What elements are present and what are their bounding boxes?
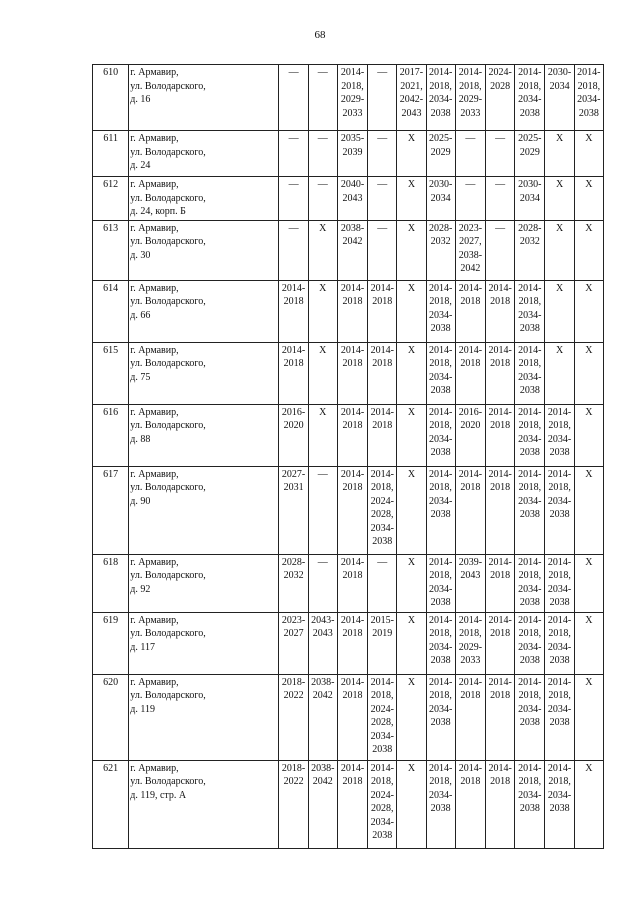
period-cell: — bbox=[308, 177, 337, 221]
period-cell: — bbox=[279, 177, 308, 221]
period-cell: 2014- 2018 bbox=[486, 674, 515, 760]
period-cell: 2025- 2029 bbox=[426, 131, 455, 177]
table-row bbox=[93, 404, 604, 466]
period-cell: 2027- 2031 bbox=[279, 466, 308, 554]
period-cell: — bbox=[486, 220, 515, 280]
period-cell: 2014- 2018 bbox=[279, 280, 308, 342]
period-cell: — bbox=[368, 554, 397, 612]
period-cell: 2039- 2043 bbox=[455, 554, 485, 612]
period-cell: X bbox=[397, 177, 426, 221]
address-cell: г. Армавир, ул. Володарского, д. 16 bbox=[129, 65, 279, 131]
period-cell: 2014- 2018, 2034- 2038 bbox=[515, 612, 545, 674]
period-cell: 2014- 2018, 2034- 2038 bbox=[426, 65, 455, 131]
period-cell: 2028- 2032 bbox=[279, 554, 308, 612]
period-cell: — bbox=[368, 177, 397, 221]
period-cell: 2016- 2020 bbox=[279, 404, 308, 466]
period-cell: X bbox=[574, 674, 603, 760]
period-cell: 2014- 2018 bbox=[455, 280, 485, 342]
period-cell: 2014- 2018, 2034- 2038 bbox=[426, 404, 455, 466]
address-cell: г. Армавир, ул. Володарского, д. 66 bbox=[129, 280, 279, 342]
period-cell: 2014- 2018 bbox=[368, 342, 397, 404]
period-cell: 2014- 2018 bbox=[337, 674, 367, 760]
table-body bbox=[93, 65, 604, 849]
period-cell: X bbox=[308, 342, 337, 404]
row-number: 610 bbox=[93, 65, 129, 131]
period-cell: X bbox=[574, 554, 603, 612]
period-cell: X bbox=[397, 404, 426, 466]
row-number: 612 bbox=[93, 177, 129, 221]
period-cell: 2014- 2018 bbox=[486, 280, 515, 342]
period-cell: 2014- 2018, 2034- 2038 bbox=[515, 674, 545, 760]
address-cell: г. Армавир, ул. Володарского, д. 75 bbox=[129, 342, 279, 404]
period-cell: 2018- 2022 bbox=[279, 674, 308, 760]
period-cell: 2014- 2018 bbox=[455, 674, 485, 760]
period-cell: 2014- 2018, 2024- 2028, 2034- 2038 bbox=[368, 466, 397, 554]
period-cell: 2023- 2027, 2038- 2042 bbox=[455, 220, 485, 280]
period-cell: X bbox=[574, 404, 603, 466]
period-cell: X bbox=[574, 760, 603, 848]
period-cell: X bbox=[308, 280, 337, 342]
period-cell: 2014- 2018, 2034- 2038 bbox=[515, 404, 545, 466]
period-cell: — bbox=[308, 466, 337, 554]
period-cell: X bbox=[574, 131, 603, 177]
period-cell: — bbox=[368, 131, 397, 177]
period-cell: — bbox=[279, 220, 308, 280]
address-cell: г. Армавир, ул. Володарского, д. 90 bbox=[129, 466, 279, 554]
row-number: 613 bbox=[93, 220, 129, 280]
period-cell: 2028- 2032 bbox=[426, 220, 455, 280]
address-cell: г. Армавир, ул. Володарского, д. 30 bbox=[129, 220, 279, 280]
row-number: 617 bbox=[93, 466, 129, 554]
table-row bbox=[93, 177, 604, 221]
period-cell: 2014- 2018, 2034- 2038 bbox=[545, 466, 574, 554]
period-cell: — bbox=[486, 177, 515, 221]
period-cell: X bbox=[574, 220, 603, 280]
table-row bbox=[93, 466, 604, 554]
row-number: 620 bbox=[93, 674, 129, 760]
period-cell: X bbox=[308, 220, 337, 280]
address-cell: г. Армавир, ул. Володарского, д. 119, стр. А bbox=[129, 760, 279, 848]
period-cell: 2014- 2018, 2024- 2028, 2034- 2038 bbox=[368, 760, 397, 848]
period-cell: 2014- 2018, 2034- 2038 bbox=[515, 65, 545, 131]
period-cell: 2043- 2043 bbox=[308, 612, 337, 674]
period-cell: 2028- 2032 bbox=[515, 220, 545, 280]
period-cell: 2014- 2018 bbox=[455, 342, 485, 404]
period-cell: X bbox=[545, 280, 574, 342]
period-cell: 2014- 2018 bbox=[486, 342, 515, 404]
table-row bbox=[93, 280, 604, 342]
period-cell: 2014- 2018 bbox=[486, 466, 515, 554]
period-cell: — bbox=[279, 65, 308, 131]
period-cell: 2014- 2018 bbox=[337, 760, 367, 848]
period-cell: X bbox=[397, 220, 426, 280]
period-cell: 2014- 2018, 2034- 2038 bbox=[426, 554, 455, 612]
period-cell: 2014- 2018, 2034- 2038 bbox=[426, 760, 455, 848]
address-cell: г. Армавир, ул. Володарского, д. 119 bbox=[129, 674, 279, 760]
table-row bbox=[93, 554, 604, 612]
period-cell: 2038- 2042 bbox=[308, 674, 337, 760]
period-cell: 2014- 2018 bbox=[337, 280, 367, 342]
period-cell: 2014- 2018 bbox=[486, 760, 515, 848]
period-cell: 2025- 2029 bbox=[515, 131, 545, 177]
period-cell: X bbox=[545, 131, 574, 177]
period-cell: X bbox=[574, 177, 603, 221]
period-cell: 2015- 2019 bbox=[368, 612, 397, 674]
row-number: 621 bbox=[93, 760, 129, 848]
period-cell: 2014- 2018, 2034- 2038 bbox=[545, 612, 574, 674]
table-row bbox=[93, 65, 604, 131]
row-number: 614 bbox=[93, 280, 129, 342]
period-cell: — bbox=[486, 131, 515, 177]
period-cell: X bbox=[574, 612, 603, 674]
period-cell: 2014- 2018, 2034- 2038 bbox=[515, 554, 545, 612]
period-cell: — bbox=[308, 65, 337, 131]
row-number: 619 bbox=[93, 612, 129, 674]
period-cell: 2014- 2018, 2034- 2038 bbox=[574, 65, 603, 131]
period-cell: X bbox=[397, 674, 426, 760]
address-cell: г. Армавир, ул. Володарского, д. 88 bbox=[129, 404, 279, 466]
period-cell: 2014- 2018 bbox=[337, 554, 367, 612]
period-cell: 2014- 2018 bbox=[337, 404, 367, 466]
period-cell: — bbox=[368, 220, 397, 280]
period-cell: 2014- 2018, 2034- 2038 bbox=[545, 554, 574, 612]
table-row bbox=[93, 612, 604, 674]
period-cell: 2014- 2018, 2034- 2038 bbox=[515, 342, 545, 404]
address-cell: г. Армавир, ул. Володарского, д. 117 bbox=[129, 612, 279, 674]
period-cell: 2014- 2018, 2024- 2028, 2034- 2038 bbox=[368, 674, 397, 760]
row-number: 611 bbox=[93, 131, 129, 177]
period-cell: — bbox=[308, 554, 337, 612]
period-cell: X bbox=[397, 280, 426, 342]
period-cell: X bbox=[545, 220, 574, 280]
period-cell: 2014- 2018 bbox=[486, 404, 515, 466]
table-row bbox=[93, 674, 604, 760]
period-cell: — bbox=[368, 65, 397, 131]
period-cell: 2014- 2018, 2029- 2033 bbox=[455, 65, 485, 131]
period-cell: 2014- 2018, 2034- 2038 bbox=[426, 466, 455, 554]
period-cell: 2040- 2043 bbox=[337, 177, 367, 221]
period-cell: 2030- 2034 bbox=[426, 177, 455, 221]
period-cell: 2017- 2021, 2042- 2043 bbox=[397, 65, 426, 131]
row-number: 618 bbox=[93, 554, 129, 612]
period-cell: 2014- 2018 bbox=[337, 612, 367, 674]
period-cell: — bbox=[455, 177, 485, 221]
period-cell: 2018- 2022 bbox=[279, 760, 308, 848]
period-cell: 2023- 2027 bbox=[279, 612, 308, 674]
period-cell: 2014- 2018 bbox=[486, 612, 515, 674]
period-cell: — bbox=[308, 131, 337, 177]
period-cell: 2014- 2018 bbox=[455, 760, 485, 848]
address-cell: г. Армавир, ул. Володарского, д. 24, корп. Б bbox=[129, 177, 279, 221]
period-cell: 2014- 2018, 2034- 2038 bbox=[545, 760, 574, 848]
address-cell: г. Армавир, ул. Володарского, д. 24 bbox=[129, 131, 279, 177]
period-cell: X bbox=[397, 466, 426, 554]
period-cell: X bbox=[397, 760, 426, 848]
period-cell: 2014- 2018, 2029- 2033 bbox=[455, 612, 485, 674]
row-number: 615 bbox=[93, 342, 129, 404]
period-cell: X bbox=[397, 131, 426, 177]
period-cell: 2014- 2018, 2034- 2038 bbox=[515, 466, 545, 554]
period-cell: X bbox=[574, 342, 603, 404]
period-cell: X bbox=[397, 342, 426, 404]
period-cell: 2014- 2018, 2034- 2038 bbox=[545, 404, 574, 466]
period-cell: 2014- 2018, 2034- 2038 bbox=[515, 280, 545, 342]
period-cell: — bbox=[455, 131, 485, 177]
period-cell: 2014- 2018, 2034- 2038 bbox=[515, 760, 545, 848]
period-cell: 2014- 2018, 2034- 2038 bbox=[426, 612, 455, 674]
period-cell: 2014- 2018 bbox=[368, 280, 397, 342]
period-cell: 2030- 2034 bbox=[545, 65, 574, 131]
period-cell: X bbox=[397, 554, 426, 612]
period-cell: X bbox=[545, 342, 574, 404]
row-number: 616 bbox=[93, 404, 129, 466]
period-cell: 2038- 2042 bbox=[337, 220, 367, 280]
period-cell: X bbox=[574, 466, 603, 554]
period-cell: 2014- 2018, 2029- 2033 bbox=[337, 65, 367, 131]
period-cell: X bbox=[397, 612, 426, 674]
period-cell: 2014- 2018, 2034- 2038 bbox=[545, 674, 574, 760]
period-cell: 2014- 2018 bbox=[368, 404, 397, 466]
period-cell: 2038- 2042 bbox=[308, 760, 337, 848]
period-cell: 2024- 2028 bbox=[486, 65, 515, 131]
period-cell: 2014- 2018 bbox=[486, 554, 515, 612]
table-row bbox=[93, 220, 604, 280]
period-cell: X bbox=[545, 177, 574, 221]
period-cell: X bbox=[308, 404, 337, 466]
table-row bbox=[93, 131, 604, 177]
period-cell: — bbox=[279, 131, 308, 177]
period-cell: 2014- 2018, 2034- 2038 bbox=[426, 674, 455, 760]
address-cell: г. Армавир, ул. Володарского, д. 92 bbox=[129, 554, 279, 612]
period-cell: 2030- 2034 bbox=[515, 177, 545, 221]
period-cell: 2035- 2039 bbox=[337, 131, 367, 177]
housing-repair-schedule-table bbox=[92, 64, 604, 849]
period-cell: 2014- 2018 bbox=[337, 466, 367, 554]
period-cell: 2014- 2018, 2034- 2038 bbox=[426, 280, 455, 342]
table-row bbox=[93, 342, 604, 404]
period-cell: 2014- 2018, 2034- 2038 bbox=[426, 342, 455, 404]
table-row bbox=[93, 760, 604, 848]
period-cell: 2014- 2018 bbox=[279, 342, 308, 404]
period-cell: 2014- 2018 bbox=[455, 466, 485, 554]
period-cell: X bbox=[574, 280, 603, 342]
period-cell: 2014- 2018 bbox=[337, 342, 367, 404]
page-number: 68 bbox=[314, 29, 326, 41]
period-cell: 2016- 2020 bbox=[455, 404, 485, 466]
